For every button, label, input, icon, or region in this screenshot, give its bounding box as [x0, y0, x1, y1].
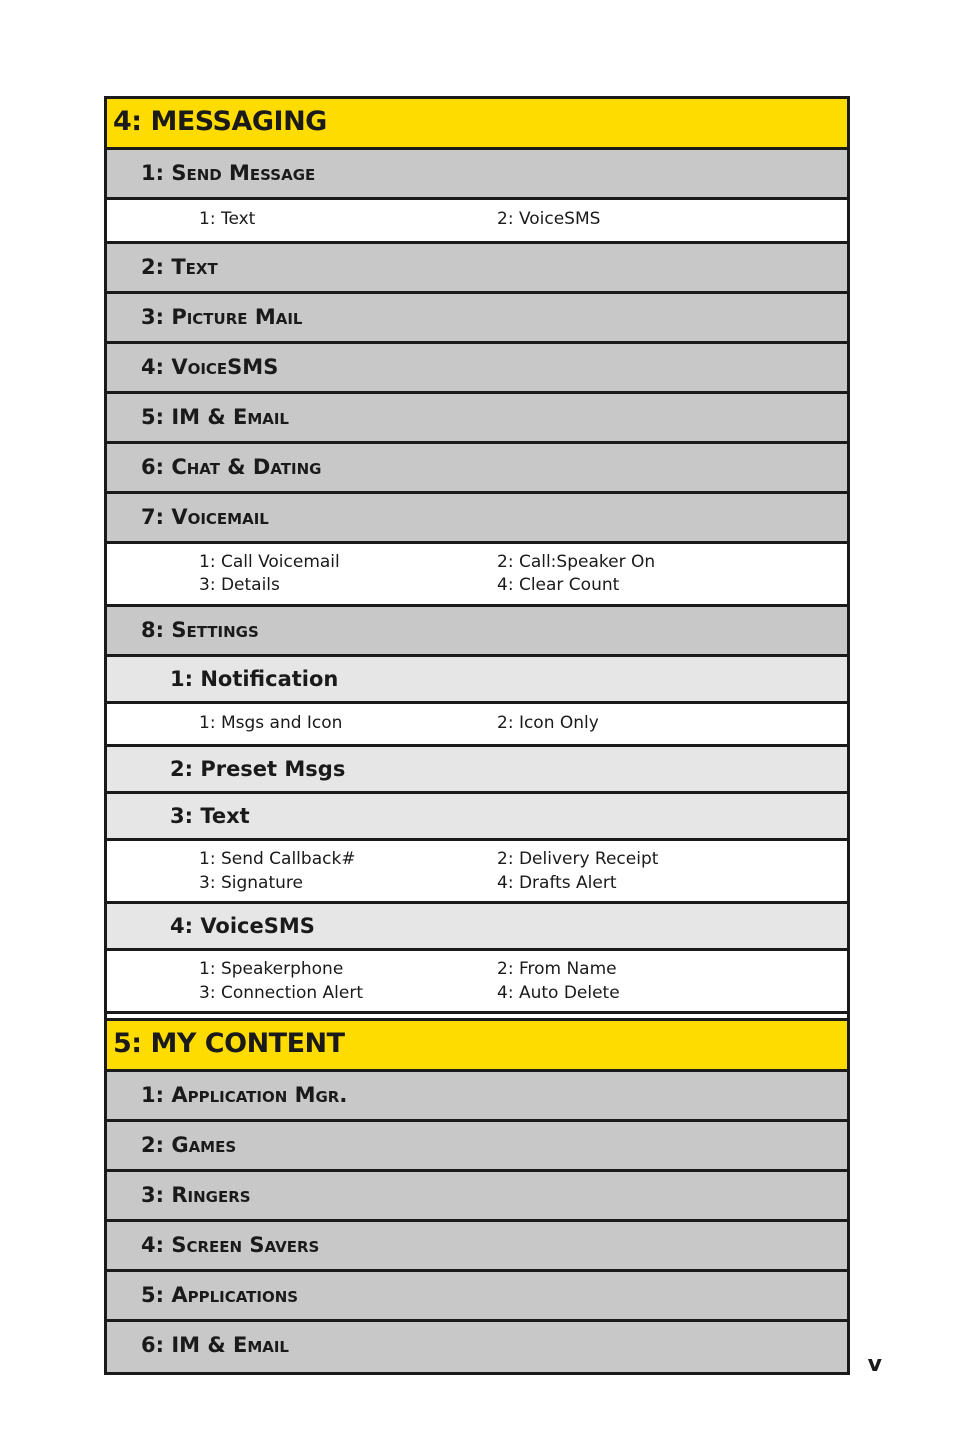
option-item: 1: Msgs and Icon	[199, 712, 343, 733]
menu-item-games: 2: Games	[107, 1122, 847, 1172]
menu-item-chat-dating: 6: Chat & Dating	[107, 444, 847, 494]
menu-item-application-mgr: 1: Application Mgr.	[107, 1072, 847, 1122]
menu-item-im-email: 5: IM & Email	[107, 394, 847, 444]
option-item: 1: Text	[199, 209, 256, 229]
options-notification	[107, 704, 847, 748]
option-item: 2: Delivery Receipt	[497, 849, 659, 869]
section-spacer	[107, 1014, 847, 1021]
options-settings-voicesms	[107, 951, 847, 1014]
submenu-item-text: 3: Text	[107, 794, 847, 841]
option-item: 3: Details	[199, 575, 280, 595]
options-voicemail	[107, 544, 847, 607]
option-item: 1: Send Callback#	[199, 849, 356, 869]
menu-item-applications: 5: Applications	[107, 1272, 847, 1322]
option-item: 4: Auto Delete	[497, 982, 620, 1003]
options-send-message	[107, 200, 847, 244]
option-item: 1: Speakerphone	[199, 959, 344, 979]
page-number: v	[867, 1352, 882, 1377]
option-item: 4: Drafts Alert	[497, 872, 617, 893]
option-item: 2: Icon Only	[497, 712, 599, 733]
option-item: 3: Connection Alert	[199, 982, 364, 1003]
menu-item-screen-savers: 4: Screen Savers	[107, 1222, 847, 1272]
submenu-item-notification: 1: Notification	[107, 657, 847, 704]
option-item: 4: Clear Count	[497, 575, 620, 595]
submenu-item-voicesms: 4: VoiceSMS	[107, 904, 847, 951]
menu-item-voicemail: 7: Voicemail	[107, 494, 847, 544]
option-item: 1: Call Voicemail	[199, 551, 340, 572]
option-item: 2: Call:Speaker On	[497, 551, 656, 572]
menu-item-voicesms: 4: VoiceSMS	[107, 344, 847, 394]
option-item: 3: Signature	[199, 872, 303, 893]
menu-tree	[104, 96, 850, 1375]
section-header-messaging: 4: MESSAGING	[107, 99, 847, 150]
menu-item-picture-mail: 3: Picture Mail	[107, 294, 847, 344]
menu-item-im-email-content: 6: IM & Email	[107, 1322, 847, 1372]
options-settings-text	[107, 841, 847, 904]
menu-item-ringers: 3: Ringers	[107, 1172, 847, 1222]
submenu-item-preset-msgs: 2: Preset Msgs	[107, 747, 847, 794]
menu-item-text: 2: Text	[107, 244, 847, 294]
option-item: 2: From Name	[497, 959, 617, 979]
menu-item-settings: 8: Settings	[107, 607, 847, 657]
option-item: 2: VoiceSMS	[497, 209, 601, 229]
section-header-my-content: 5: MY CONTENT	[107, 1021, 847, 1072]
menu-item-send-message: 1: Send Message	[107, 150, 847, 200]
